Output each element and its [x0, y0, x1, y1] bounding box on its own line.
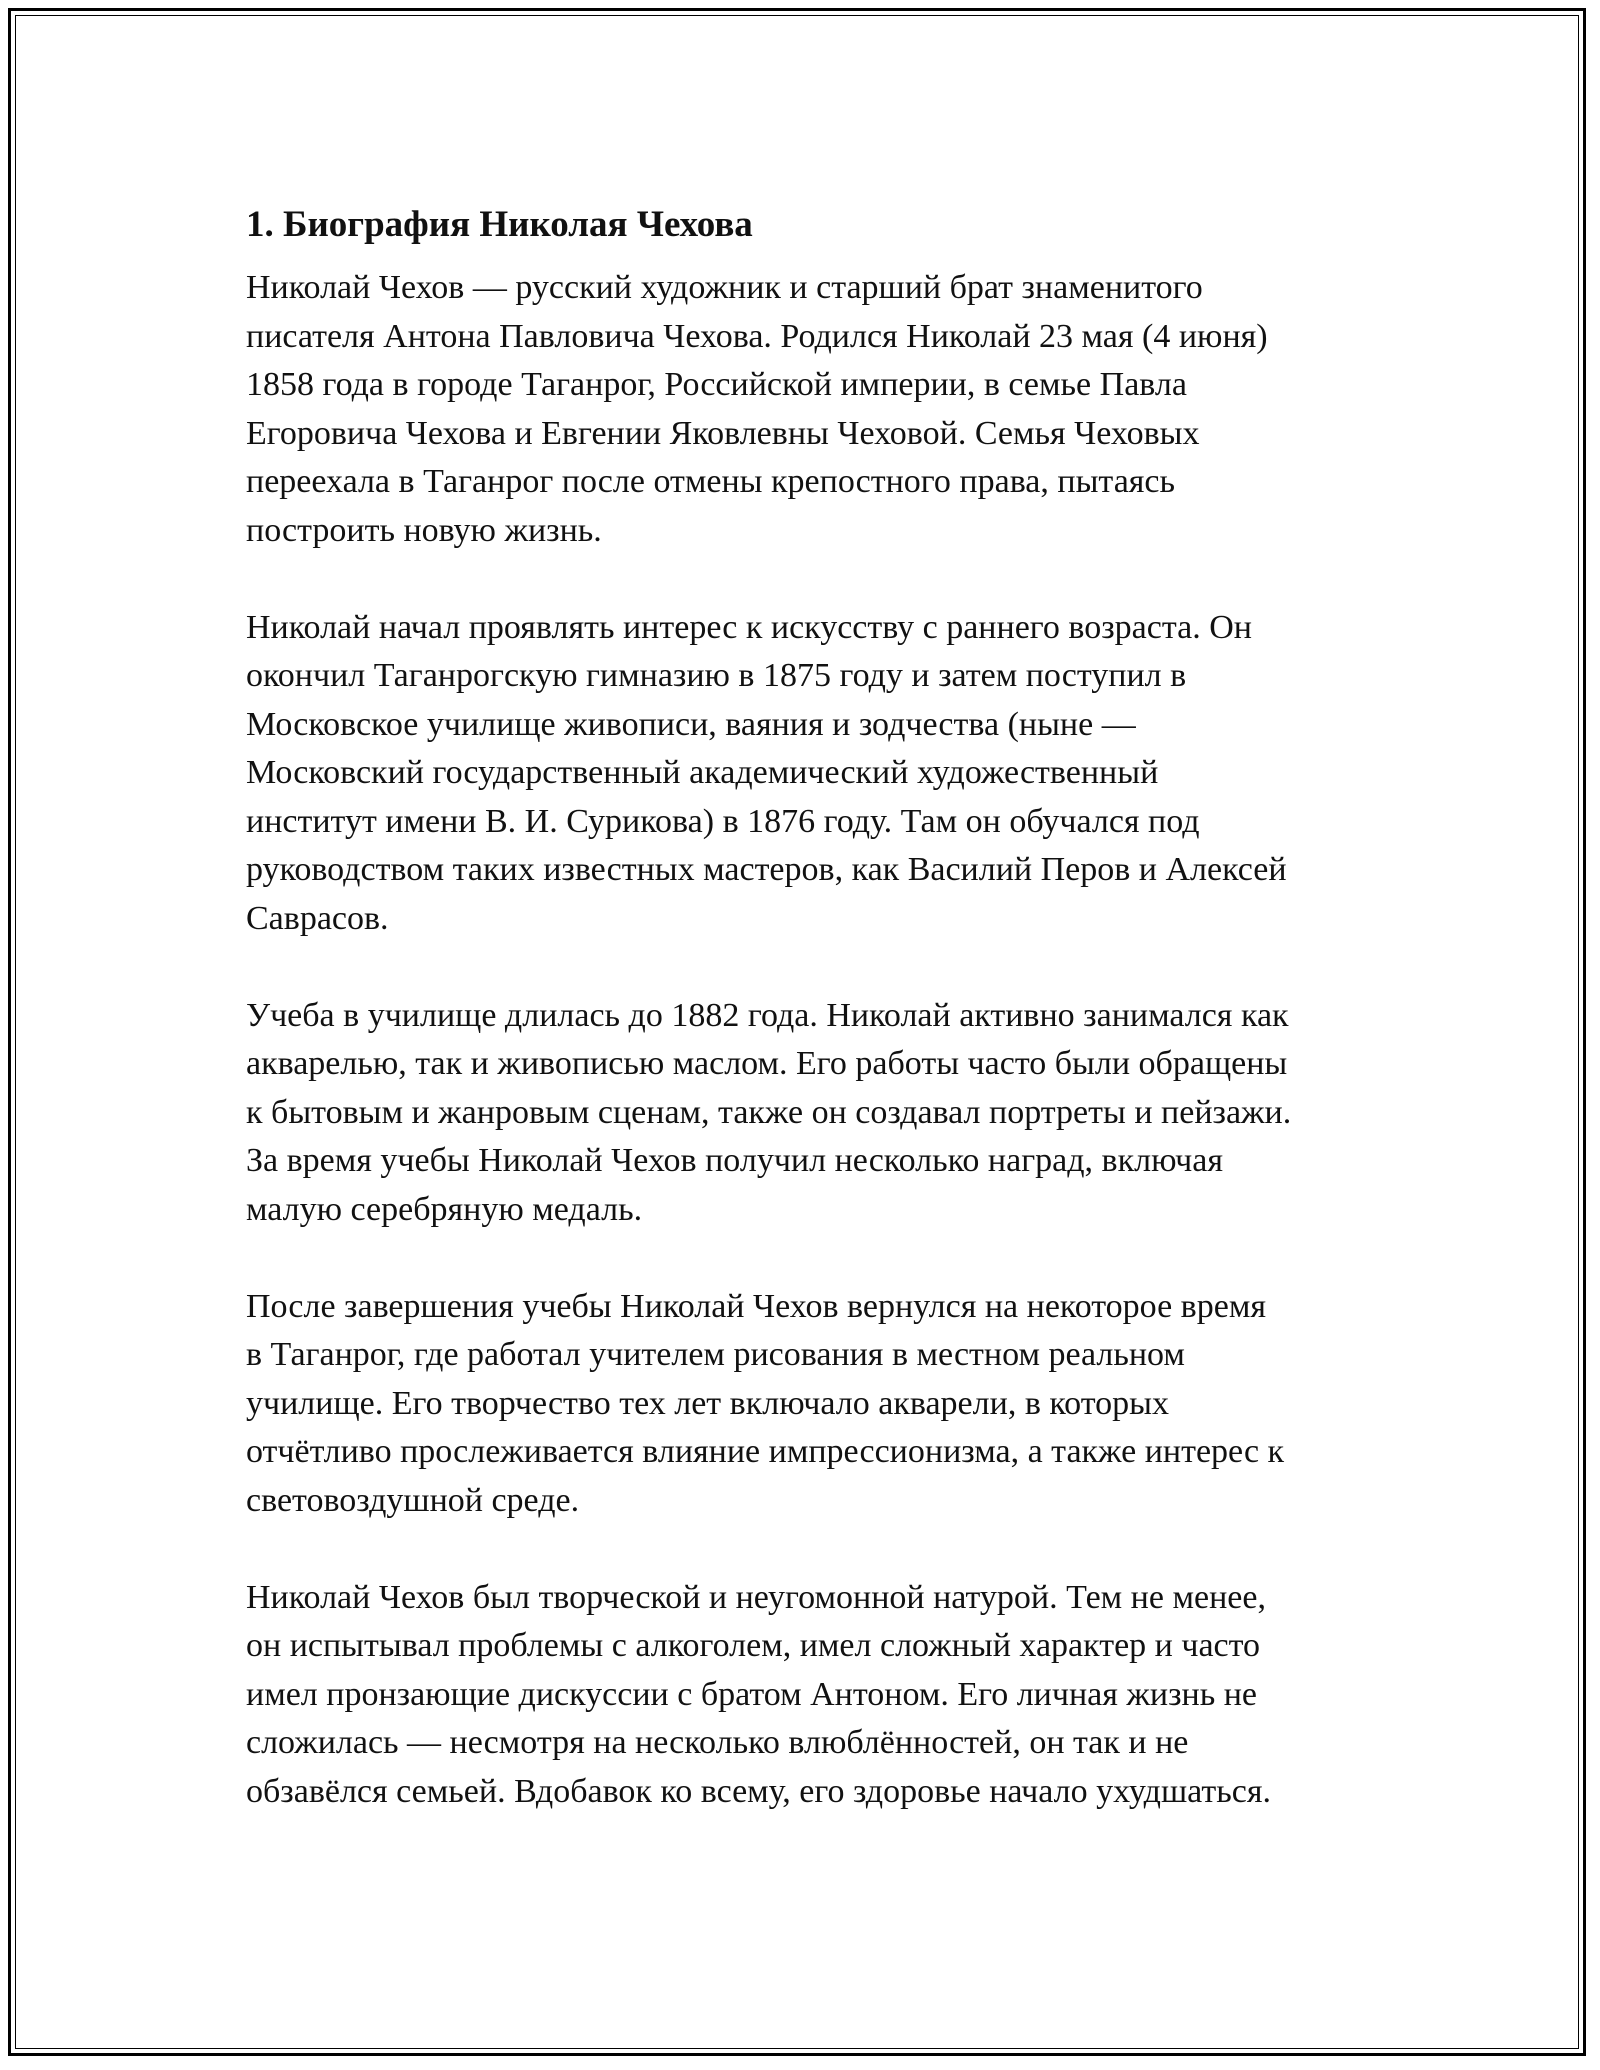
text-line: 1858 года в городе Таганрог, Российской империи, в семье Павла — [246, 366, 1187, 403]
text-line: Николай Чехов был творческой и неугомонной натурой. Тем не менее, — [246, 1578, 1266, 1616]
paragraph-2 — [246, 604, 1396, 944]
page-frame — [8, 8, 1586, 2056]
text-line: Егоровича Чехова и Евгении Яковлевны Чеховой. Семья Чеховых — [246, 414, 1200, 452]
text-line: имел пронзающие дискуссии с братом Антоном. Его личная жизнь не — [246, 1675, 1258, 1713]
text-line: Николай Чехов — русский художник и старший брат знаменитого — [246, 269, 1203, 306]
text-line: После завершения учебы Николай Чехов вернулся на некоторое время — [246, 1287, 1266, 1325]
text-line: Московское училище живописи, ваяния и зодчества (ныне — — [246, 705, 1136, 743]
paragraph-5 — [246, 1574, 1396, 1817]
text-line: переехала в Таганрог после отмены крепостного права, пытаясь — [246, 463, 1176, 500]
text-line: институт имени В. И. Сурикова) в 1876 году. Там он обучался под — [246, 802, 1200, 840]
paragraph-1 — [246, 264, 1396, 555]
text-line: За время учебы Николай Чехов получил несколько наград, включая — [246, 1142, 1224, 1179]
text-line: построить новую жизнь. — [246, 511, 602, 549]
document-content — [246, 196, 1396, 1865]
text-line: в Таганрог, где работал учителем рисования в местном реальном — [246, 1336, 1185, 1373]
text-line: к бытовым и жанровым сценам, также он создавал портреты и пейзажи. — [246, 1093, 1292, 1131]
text-line: окончил Таганрогскую гимназию в 1875 году и затем поступил в — [246, 657, 1187, 694]
text-line: Николай начал проявлять интерес к искусству с раннего возраста. Он — [246, 608, 1252, 646]
text-line: он испытывал проблемы с алкоголем, имел сложный характер и часто — [246, 1627, 1261, 1664]
text-line: училище. Его творчество тех лет включало акварели, в которых — [246, 1384, 1169, 1422]
text-line: Учеба в училище длилась до 1882 года. Николай активно занимался как — [246, 996, 1289, 1034]
paragraph-3 — [246, 992, 1396, 1235]
text-line: акварелью, так и живописью маслом. Его работы часто были обращены — [246, 1045, 1288, 1082]
text-line: сложилась — несмотря на несколько влюблённостей, он так и не — [246, 1724, 1189, 1761]
paragraph-4 — [246, 1283, 1396, 1526]
text-line: Московский государственный академический художественный — [246, 754, 1159, 791]
text-line: малую серебряную медаль. — [246, 1190, 643, 1228]
text-line: писателя Антона Павловича Чехова. Родился Николай 23 мая (4 июня) — [246, 317, 1268, 355]
text-line: обзавёлся семьей. Вдобавок ко всему, его здоровье начало ухудшаться. — [246, 1772, 1271, 1810]
section-heading: 1. Биография Николая Чехова — [246, 204, 753, 245]
text-line: Саврасов. — [246, 899, 389, 937]
text-line: отчётливо прослеживается влияние импрессионизма, а также интерес к — [246, 1433, 1285, 1470]
text-line: руководством таких известных мастеров, как Василий Перов и Алексей — [246, 851, 1287, 888]
text-line: световоздушной среде. — [246, 1481, 580, 1519]
